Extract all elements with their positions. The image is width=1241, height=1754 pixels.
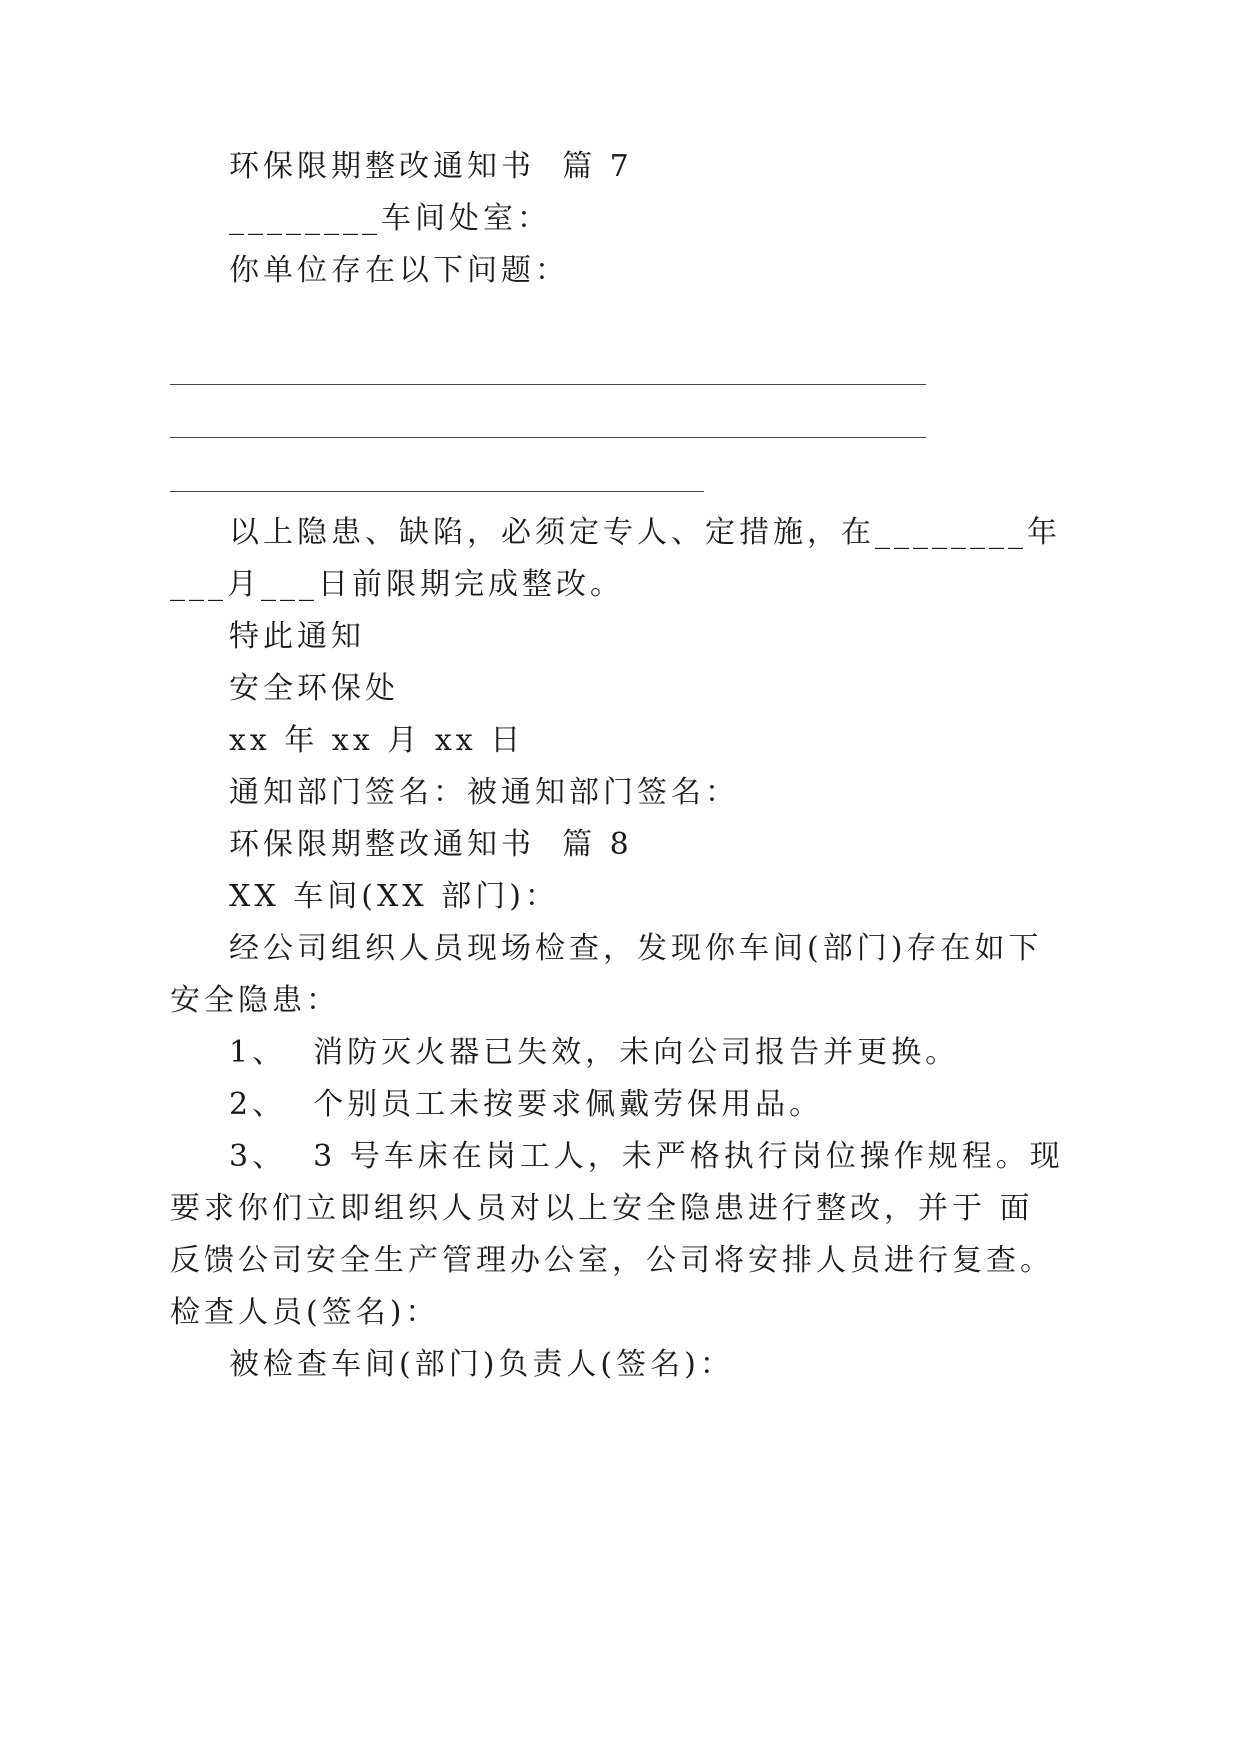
notice7-issuer: 安全环保处 xyxy=(229,671,399,706)
blank-line-2 xyxy=(170,437,926,438)
notice8-inspected-signature: 被检查车间(部门)负责人(签名)： xyxy=(229,1347,734,1382)
blank-line-1 xyxy=(170,384,926,385)
notice8-item-3-line3: 反馈公司安全生产管理办公室，公司将安排人员进行复查。 xyxy=(170,1243,1054,1278)
notice8-inspector-signature: 检查人员(签名)： xyxy=(170,1295,440,1330)
blank-line-3 xyxy=(170,491,704,492)
notice8-title: 环保限期整改通知书 篇 8 xyxy=(229,827,633,862)
notice8-item-3-line2: 要求你们立即组织人员对以上安全隐患进行整改，并于 面 xyxy=(170,1191,1034,1226)
notice8-intro-line1: 经公司组织人员现场检查，发现你车间(部门)存在如下 xyxy=(229,931,1043,966)
notice8-item-3-line1: 3、 3 号车床在岗工人，未严格执行岗位操作规程。现 xyxy=(229,1139,1064,1174)
notice7-addressee: ________车间处室： xyxy=(229,201,551,236)
notice7-deadline-line1: 以上隐患、缺陷，必须定专人、定措施，在________年 xyxy=(229,515,1061,550)
notice8-intro-line2: 安全隐患： xyxy=(170,983,340,1018)
notice7-signatures: 通知部门签名：被通知部门签名： xyxy=(229,775,739,810)
notice7-closing: 特此通知 xyxy=(229,619,365,654)
notice7-deadline-line2: ___月___日前限期完成整改。 xyxy=(170,567,624,602)
notice8-addressee: XX 车间(XX 部门)： xyxy=(229,879,559,914)
notice8-item-2: 2、 个别员工未按要求佩戴劳保用品。 xyxy=(229,1087,824,1122)
notice7-title: 环保限期整改通知书 篇 7 xyxy=(229,149,633,184)
notice7-problems-intro: 你单位存在以下问题： xyxy=(229,253,569,288)
notice8-item-1: 1、 消防灭火器已失效，未向公司报告并更换。 xyxy=(229,1035,960,1070)
notice7-date: xx 年 xx 月 xx 日 xyxy=(229,723,525,758)
